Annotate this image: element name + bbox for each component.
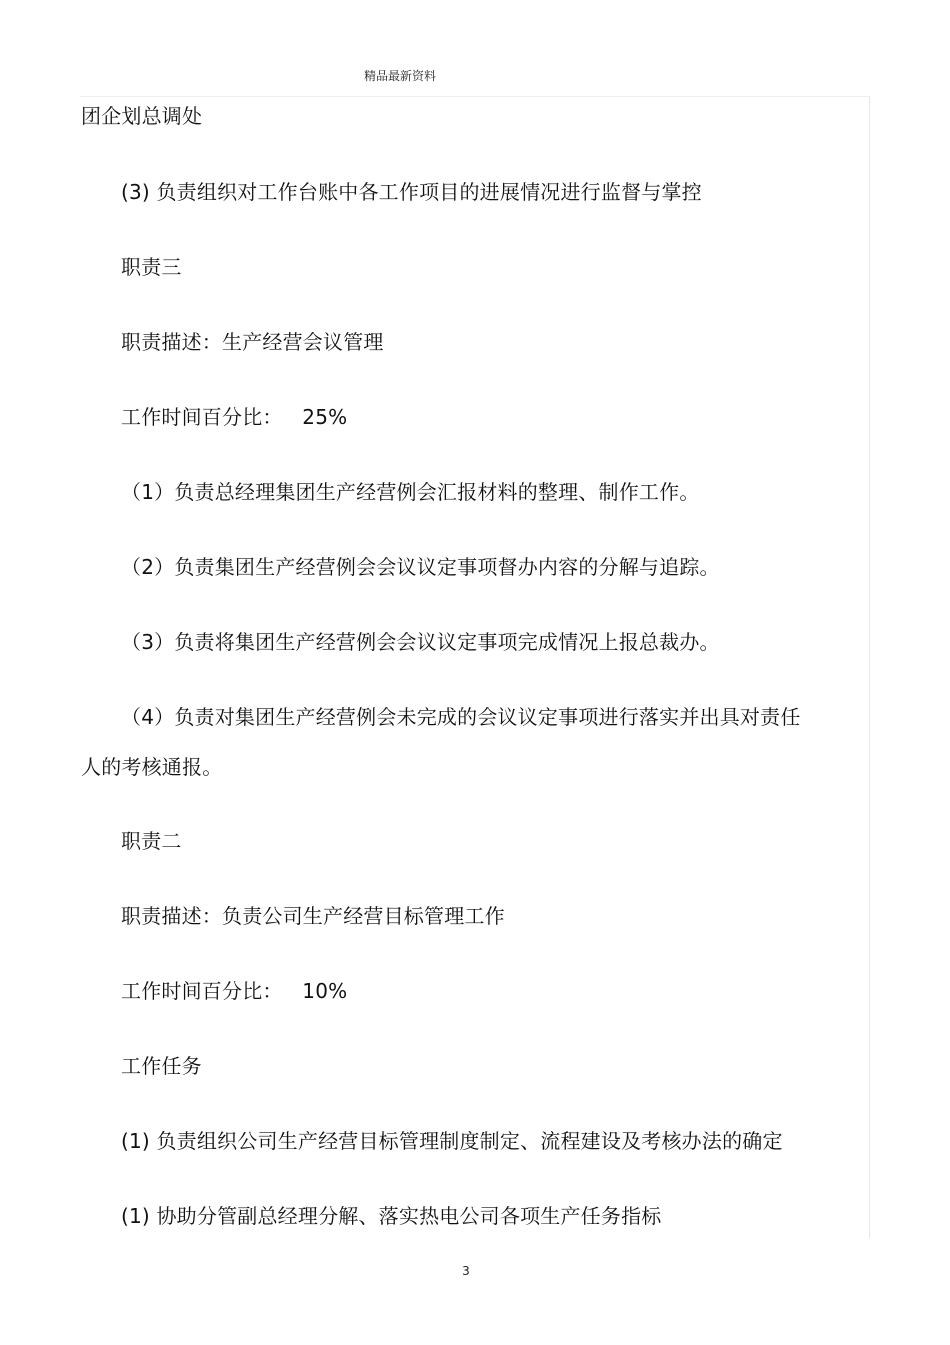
task-item: (1) 负责组织公司生产经营目标管理制度制定、流程建设及考核办法的确定 bbox=[121, 1129, 783, 1153]
page-header: 精品最新资料 bbox=[363, 69, 436, 83]
section-heading: 职责三 bbox=[121, 255, 182, 279]
task-item: （4）负责对集团生产经营例会未完成的会议议定事项进行落实并出具对责任 bbox=[121, 705, 801, 729]
duty-description: 职责描述：生产经营会议管理 bbox=[121, 330, 384, 354]
subsection-heading: 工作任务 bbox=[121, 1054, 202, 1078]
time-percentage: 工作时间百分比： 10% bbox=[121, 979, 348, 1003]
paragraph-continuation: 团企划总调处 bbox=[81, 104, 203, 128]
page-number: 3 bbox=[462, 1264, 470, 1278]
page-border-right bbox=[869, 96, 870, 1238]
header-divider bbox=[80, 96, 870, 97]
task-item-continuation: 人的考核通报。 bbox=[81, 755, 223, 779]
task-item: （3）负责将集团生产经营例会会议议定事项完成情况上报总裁办。 bbox=[121, 630, 720, 654]
task-item: （2）负责集团生产经营例会会议议定事项督办内容的分解与追踪。 bbox=[121, 555, 720, 579]
task-item: (3) 负责组织对工作台账中各工作项目的进展情况进行监督与掌控 bbox=[121, 180, 702, 204]
task-item: (1) 协助分管副总经理分解、落实热电公司各项生产任务指标 bbox=[121, 1204, 662, 1228]
section-heading: 职责二 bbox=[121, 829, 182, 853]
task-item: （1）负责总经理集团生产经营例会汇报材料的整理、制作工作。 bbox=[121, 480, 700, 504]
time-percentage: 工作时间百分比： 25% bbox=[121, 405, 348, 429]
duty-description: 职责描述：负责公司生产经营目标管理工作 bbox=[121, 904, 505, 928]
